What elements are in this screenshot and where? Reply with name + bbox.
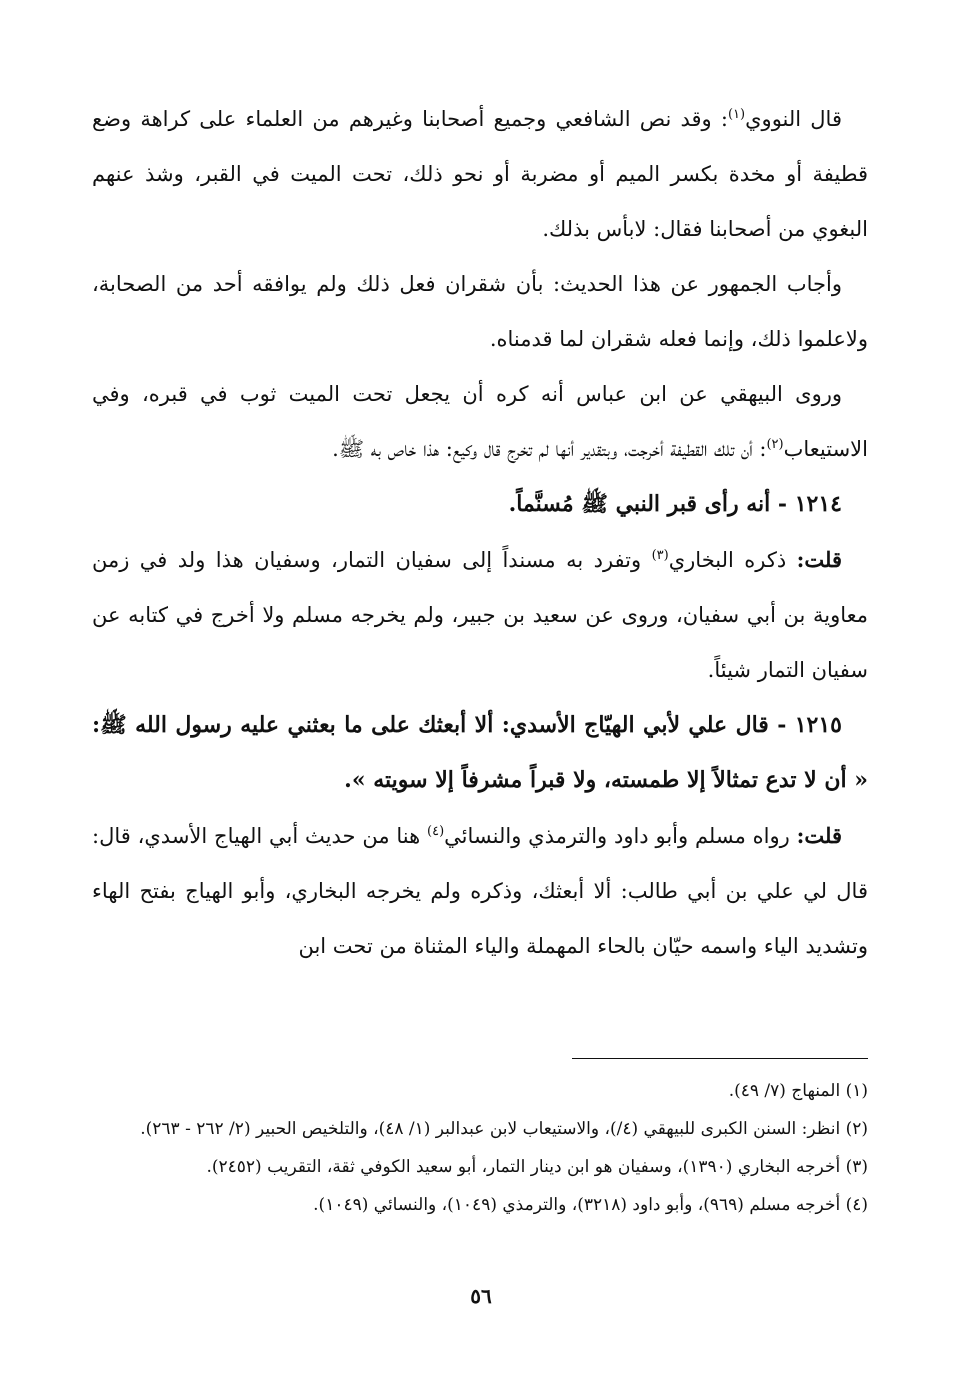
paragraph-text: رواه مسلم وأبو داود والترمذي والنسائي: [444, 824, 797, 848]
footnote-divider: [572, 1058, 868, 1059]
footnote-ref-3[interactable]: (٣): [651, 548, 669, 563]
paragraph-text: : أن تلك القطيفة أخرجت، وبتقدير أنها لم تخرج قال وكيع: هذا خاص به ﷺ.: [332, 437, 767, 461]
heading-text: ١٢١٥ - قال علي لأبي الهيّاج الأسدي: ألا أبعثك على ما بعثني عليه رسول الله ﷺ: « أن لا تدع تمثالاً إلا طمسته، ولا قبراً مشرفاً إلا سويته ».: [92, 712, 868, 793]
paragraph-text: وتفرد به مسنداً إلى سفيان التمار، وسفيان هذا ولد في زمن معاوية بن أبي سفيان، وروى عن سعيد بن جبير، ولم يخرجه مسلم ولا أخرج في كتابه عن سفيان التمار شيئاً.: [92, 548, 868, 682]
footnote-3: (٣) أخرجه البخاري (١٣٩٠)، وسفيان هو ابن دينار التمار، أبو سعيد الكوفي ثقة، التقريب (٢٤٥٢).: [206, 1157, 868, 1177]
page-body: [92, 92, 868, 974]
paragraph-jumhur: [92, 257, 868, 367]
paragraph-text: هنا من حديث أبي الهياج الأسدي، قال: قال لي علي بن أبي طالب: ألا أبعثك، وذكره ولم يخرجه البخاري، وأبو الهياج بفتح الهاء وتشديد الياء واسمه حيّان بالحاء المهملة والياء المثناة من تحت ابن: [92, 824, 868, 958]
footnotes: [92, 1072, 868, 1224]
footnote-4: (٤) أخرجه مسلم (٩٦٩)، وأبو داود (٣٢١٨)، والترمذي (١٠٤٩)، والنسائي (١٠٤٩).: [313, 1195, 868, 1215]
paragraph-bayhaqi: [92, 367, 868, 477]
paragraph-text: وأجاب الجمهور عن هذا الحديث: بأن شقران فعل ذلك ولم يوافقه أحد من الصحابة، ولاعلموا ذلك، وإنما فعله شقران لما قدمناه.: [92, 272, 868, 351]
paragraph-bukhari: [92, 532, 868, 698]
heading-text: ١٢١٤ - أنه رأى قبر النبي ﷺ مُسنَّماً.: [508, 491, 842, 517]
footnote-2: (٢) انظر: السنن الكبرى للبيهقي (٤/)، والاستيعاب لابن عبدالبر (١/ ٤٨)، والتلخيص الحبير (٢/ ٢٦٢ - ٢٦٣).: [140, 1119, 868, 1139]
paragraph-nawawi: [92, 92, 868, 257]
paragraph-text: ذكره البخاري: [668, 548, 797, 572]
hadith-heading-1215: [92, 698, 868, 808]
paragraph-text: قال النووي: [745, 107, 842, 131]
footnote-1: (١) المنهاج (٧/ ٤٩).: [728, 1081, 868, 1101]
page-number: ٥٦: [470, 1284, 492, 1308]
hadith-heading-1214: [92, 477, 868, 532]
footnote-ref-2[interactable]: (٢): [766, 437, 784, 452]
qultu-label: قلت:: [796, 547, 842, 572]
qultu-label: قلت:: [796, 823, 842, 848]
paragraph-muslim: [92, 808, 868, 974]
footnote-ref-1[interactable]: (١): [727, 107, 746, 122]
paragraph-text: وروى البيهقي عن ابن عباس أنه كره أن يجعل تحت الميت ثوب في قبره، وفي الاستيعاب: [92, 382, 868, 461]
footnote-ref-4[interactable]: (٤): [427, 824, 445, 839]
paragraph-text: : وقد نص الشافعي وجميع أصحابنا وغيرهم من العلماء على كراهة وضع قطيفة أو مخدة بكسر الميم أو مضربة أو نحو ذلك، تحت الميت في القبر، وشذ عنهم البغوي من أصحابنا فقال: لابأس بذلك.: [92, 107, 868, 241]
